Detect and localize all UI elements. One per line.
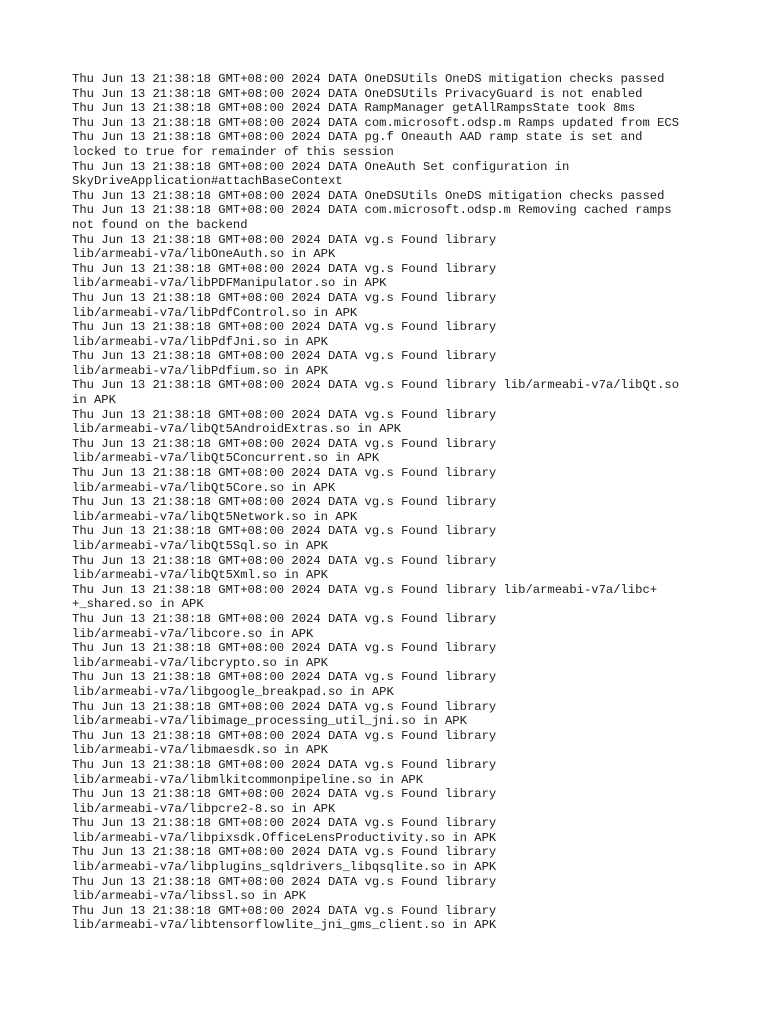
log-line: lib/armeabi-v7a/libOneAuth.so in APK	[72, 247, 336, 262]
log-line: lib/armeabi-v7a/libmlkitcommonpipeline.so in APK	[72, 772, 424, 787]
log-line: Thu Jun 13 21:38:18 GMT+08:00 2024 DATA vg.s Found library	[72, 407, 497, 422]
log-line: Thu Jun 13 21:38:18 GMT+08:00 2024 DATA vg.s Found library	[72, 320, 497, 335]
log-line: Thu Jun 13 21:38:18 GMT+08:00 2024 DATA vg.s Found library	[72, 495, 497, 510]
log-line: Thu Jun 13 21:38:18 GMT+08:00 2024 DATA vg.s Found library	[72, 728, 497, 743]
log-line: Thu Jun 13 21:38:18 GMT+08:00 2024 DATA vg.s Found library	[72, 699, 497, 714]
log-line: lib/armeabi-v7a/libgoogle_breakpad.so in APK	[72, 684, 394, 699]
log-line: Thu Jun 13 21:38:18 GMT+08:00 2024 DATA vg.s Found library	[72, 845, 497, 860]
log-line: lib/armeabi-v7a/libcore.so in APK	[72, 626, 314, 641]
log-line: Thu Jun 13 21:38:18 GMT+08:00 2024 DATA com.microsoft.odsp.m Ramps updated from ECS	[72, 115, 680, 130]
log-line: lib/armeabi-v7a/libQt5Concurrent.so in APK	[72, 451, 380, 466]
log-line: +_shared.so in APK	[72, 597, 204, 612]
log-line: lib/armeabi-v7a/libplugins_sqldrivers_libqsqlite.so in APK	[72, 860, 497, 875]
log-line: Thu Jun 13 21:38:18 GMT+08:00 2024 DATA com.microsoft.odsp.m Removing cached ramps	[72, 203, 672, 218]
log-line: Thu Jun 13 21:38:18 GMT+08:00 2024 DATA vg.s Found library	[72, 874, 497, 889]
log-line: Thu Jun 13 21:38:18 GMT+08:00 2024 DATA vg.s Found library	[72, 524, 497, 539]
log-line: Thu Jun 13 21:38:18 GMT+08:00 2024 DATA vg.s Found library	[72, 670, 497, 685]
log-line: lib/armeabi-v7a/libpcre2-8.so in APK	[72, 801, 336, 816]
log-line: in APK	[72, 393, 116, 408]
log-line: lib/armeabi-v7a/libQt5Sql.so in APK	[72, 539, 328, 553]
log-line: lib/armeabi-v7a/libtensorflowlite_jni_gms_client.so in APK	[72, 918, 497, 933]
log-line: lib/armeabi-v7a/libPdfControl.so in APK	[72, 305, 358, 320]
log-line: lib/armeabi-v7a/libQt5AndroidExtras.so in APK	[72, 422, 402, 437]
log-line: Thu Jun 13 21:38:18 GMT+08:00 2024 DATA vg.s Found library	[72, 553, 497, 568]
log-line: Thu Jun 13 21:38:18 GMT+08:00 2024 DATA OneDSUtils OneDS mitigation checks passed	[72, 72, 665, 86]
log-line: Thu Jun 13 21:38:18 GMT+08:00 2024 DATA vg.s Found library lib/armeabi-v7a/libc+	[72, 582, 658, 597]
log-line: Thu Jun 13 21:38:18 GMT+08:00 2024 DATA vg.s Found library	[72, 757, 497, 772]
log-line: Thu Jun 13 21:38:18 GMT+08:00 2024 DATA vg.s Found library	[72, 436, 497, 451]
log-line: lib/armeabi-v7a/libssl.so in APK	[72, 889, 307, 904]
log-line: Thu Jun 13 21:38:18 GMT+08:00 2024 DATA RampManager getAllRampsState took 8ms	[72, 101, 636, 116]
log-line: Thu Jun 13 21:38:18 GMT+08:00 2024 DATA vg.s Found library	[72, 611, 497, 626]
log-line: lib/armeabi-v7a/libcrypto.so in APK	[72, 655, 328, 670]
log-line: Thu Jun 13 21:38:18 GMT+08:00 2024 DATA vg.s Found library	[72, 816, 497, 831]
log-line: Thu Jun 13 21:38:18 GMT+08:00 2024 DATA OneAuth Set configuration in	[72, 159, 570, 174]
log-line: lib/armeabi-v7a/libQt5Network.so in APK	[72, 509, 358, 524]
log-line: lib/armeabi-v7a/libPdfium.so in APK	[72, 363, 328, 378]
log-line: locked to true for remainder of this session	[72, 144, 394, 159]
log-text-block	[72, 72, 712, 933]
log-line: lib/armeabi-v7a/libimage_processing_util_jni.so in APK	[72, 714, 467, 729]
log-line: not found on the backend	[72, 217, 248, 232]
log-line: Thu Jun 13 21:38:18 GMT+08:00 2024 DATA vg.s Found library	[72, 641, 497, 656]
log-line: lib/armeabi-v7a/libQt5Xml.so in APK	[72, 568, 328, 583]
log-line: Thu Jun 13 21:38:18 GMT+08:00 2024 DATA OneDSUtils OneDS mitigation checks passed	[72, 188, 665, 203]
log-line: Thu Jun 13 21:38:18 GMT+08:00 2024 DATA vg.s Found library	[72, 903, 497, 918]
log-line: Thu Jun 13 21:38:18 GMT+08:00 2024 DATA vg.s Found library	[72, 349, 497, 364]
log-line: Thu Jun 13 21:38:18 GMT+08:00 2024 DATA vg.s Found library	[72, 232, 497, 247]
log-line: SkyDriveApplication#attachBaseContext	[72, 174, 343, 189]
log-line: lib/armeabi-v7a/libpixsdk.OfficeLensProductivity.so in APK	[72, 830, 497, 845]
log-line: Thu Jun 13 21:38:18 GMT+08:00 2024 DATA vg.s Found library	[72, 261, 497, 276]
log-line: Thu Jun 13 21:38:18 GMT+08:00 2024 DATA vg.s Found library	[72, 466, 497, 481]
log-line: lib/armeabi-v7a/libmaesdk.so in APK	[72, 743, 328, 758]
log-line: Thu Jun 13 21:38:18 GMT+08:00 2024 DATA vg.s Found library lib/armeabi-v7a/libQt.so	[72, 378, 680, 393]
log-line: Thu Jun 13 21:38:18 GMT+08:00 2024 DATA vg.s Found library	[72, 290, 497, 305]
log-line: lib/armeabi-v7a/libPDFManipulator.so in APK	[72, 276, 387, 291]
log-line: Thu Jun 13 21:38:18 GMT+08:00 2024 DATA vg.s Found library	[72, 787, 497, 802]
log-line: lib/armeabi-v7a/libQt5Core.so in APK	[72, 480, 336, 495]
log-line: Thu Jun 13 21:38:18 GMT+08:00 2024 DATA pg.f Oneauth AAD ramp state is set and	[72, 130, 643, 145]
log-line: lib/armeabi-v7a/libPdfJni.so in APK	[72, 334, 328, 349]
log-line: Thu Jun 13 21:38:18 GMT+08:00 2024 DATA OneDSUtils PrivacyGuard is not enabled	[72, 86, 643, 101]
